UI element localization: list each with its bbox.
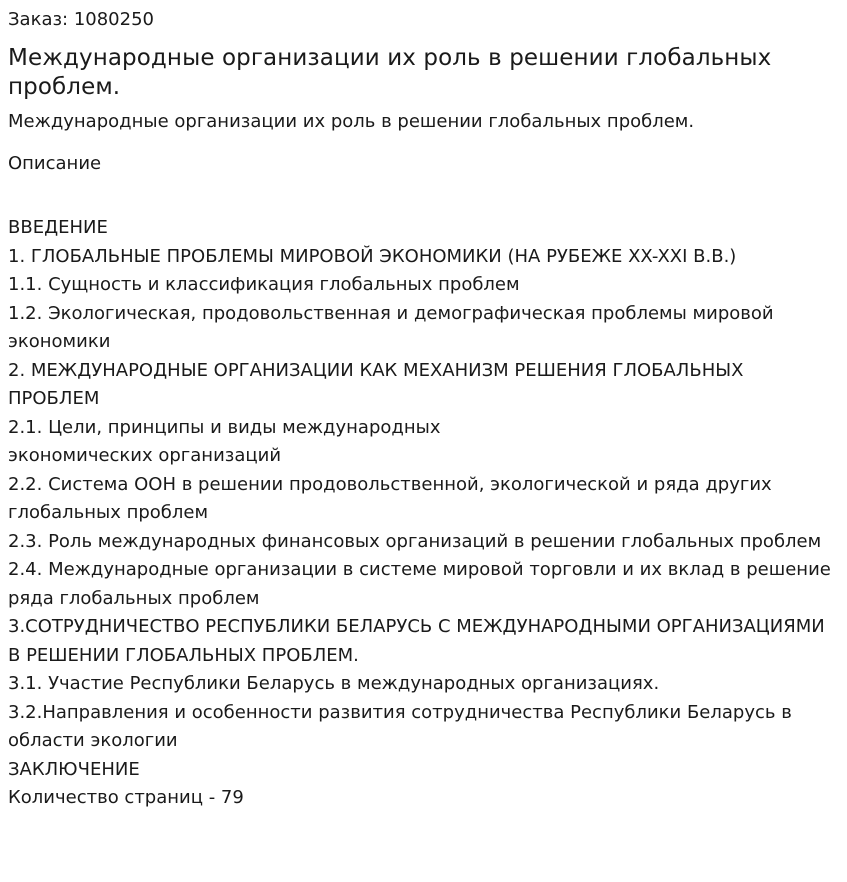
toc-item: 2. МЕЖДУНАРОДНЫЕ ОРГАНИЗАЦИИ КАК МЕХАНИЗМ РЕШЕНИЯ ГЛОБАЛЬНЫХ ПРОБЛЕМ xyxy=(8,359,744,409)
order-number: Заказ: 1080250 xyxy=(8,9,154,30)
page-title: Международные организации их роль в решении глобальных проблем. xyxy=(8,45,772,100)
toc-item: 2.4. Международные организации в системе мировой торговли и их вклад в решение ряда глобальных проблем xyxy=(8,559,831,609)
toc-item: 1.2. Экологическая, продовольственная и демографическая проблемы мировой экономики xyxy=(8,302,774,352)
toc-item: 3.СОТРУДНИЧЕСТВО РЕСПУБЛИКИ БЕЛАРУСЬ С МЕЖДУНАРОДНЫМИ ОРГАНИЗАЦИЯМИ В РЕШЕНИИ ГЛОБАЛЬНЫХ ПРОБЛЕМ. xyxy=(8,616,825,666)
description-label: Описание xyxy=(8,153,102,174)
page-subtitle: Международные организации их роль в решении глобальных проблем. xyxy=(8,111,695,132)
toc-item: 1.1. Сущность и классификация глобальных проблем xyxy=(8,274,520,295)
toc-item: 2.2. Система ООН в решении продовольственной, экологической и ряда других глобальных проблем xyxy=(8,473,772,523)
toc-item: ЗАКЛЮЧЕНИЕ xyxy=(8,758,140,780)
toc-item: 2.1. Цели, принципы и виды международных xyxy=(8,416,441,438)
page-count: Количество страниц - 79 xyxy=(8,787,244,808)
toc-item: экономических организаций xyxy=(8,445,282,466)
toc-item: 2.3. Роль международных финансовых организаций в решении глобальных проблем xyxy=(8,530,822,552)
toc-item: 3.1. Участие Республики Беларусь в международных организациях. xyxy=(8,673,660,694)
table-of-contents xyxy=(8,214,839,784)
toc-item: 1. ГЛОБАЛЬНЫЕ ПРОБЛЕМЫ МИРОВОЙ ЭКОНОМИКИ (НА РУБЕЖЕ XX-XXI В.В.) xyxy=(8,245,737,267)
toc-item: ВВЕДЕНИЕ xyxy=(8,217,108,238)
toc-item: 3.2.Направления и особенности развития сотрудничества Республики Беларусь в области экологии xyxy=(8,701,792,751)
